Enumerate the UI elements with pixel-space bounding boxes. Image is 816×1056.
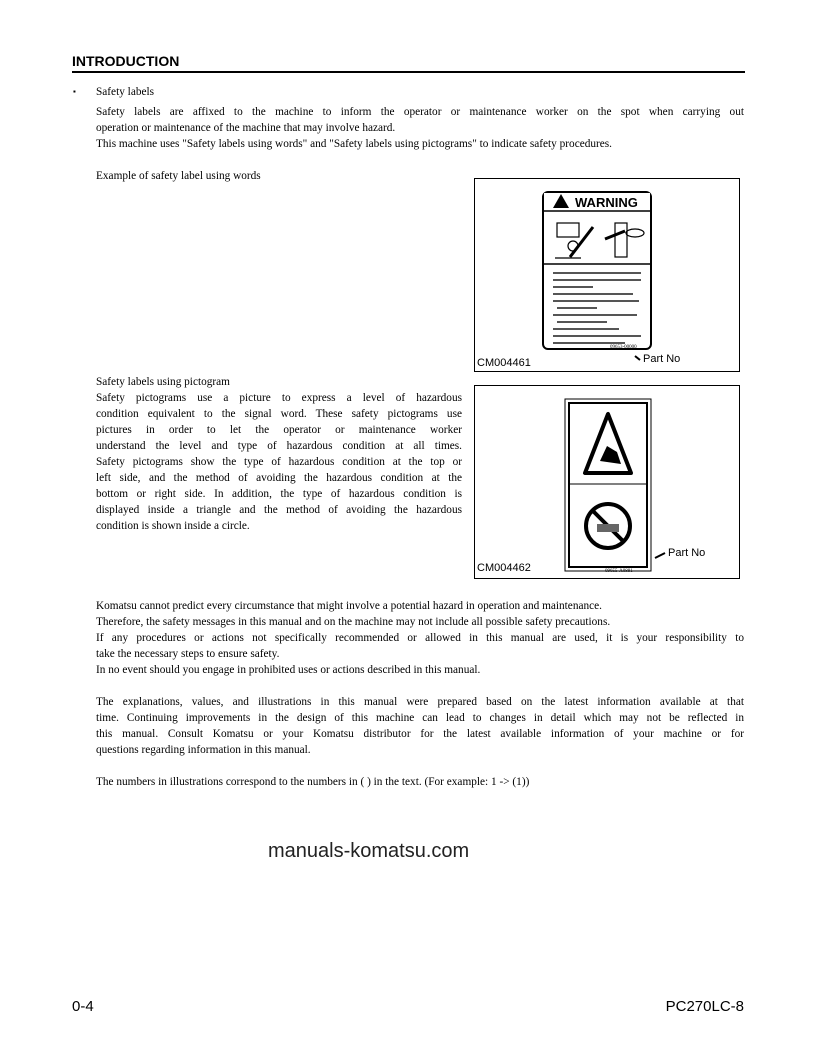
section-title: INTRODUCTION [72,53,180,69]
figure-word-label [474,178,740,372]
text-line: understand the level and type of hazardous condition at all times. [96,440,462,452]
text-line: Safety pictograms use a picture to express a level of hazardous [96,392,462,404]
figure-id: CM004462 [477,562,531,574]
text-line: In no event should you engage in prohibited uses or actions described in this manual. [96,664,481,676]
text-line: questions regarding information in this manual. [96,744,311,756]
header-rule [72,71,745,73]
safety-labels-heading: Safety labels [96,86,155,98]
text-line: Safety labels using pictogram [96,376,230,388]
text-line: condition equivalent to the signal word. These safety pictograms use [96,408,462,420]
part-no-label: Part No [668,547,706,559]
figure-pictogram-label [474,385,740,579]
watermark: manuals-komatsu.com [268,840,470,862]
text-line: pictures in order to let the operator or maintenance worker [96,424,462,436]
model-number: PC270LC-8 [665,998,744,1015]
numbering-note: The numbers in illustrations correspond to the numbers in ( ) in the text. (For example: 1 -> (1)) [96,776,530,788]
text-line: Safety labels are affixed to the machine to inform the operator or maintenance worker on the spot when carrying out [96,106,744,118]
text-line: left side, and the method of avoiding the hazardous condition at the [96,472,462,484]
text-line: If any procedures or actions not specifically recommended or allowed in this manual are used, it is your responsibility to [96,632,744,644]
part-no-arrow-icon [635,356,640,360]
label-number: 09655-A0881 [605,569,633,574]
text-line: Komatsu cannot predict every circumstance that might involve a potential hazard in operation and maintenance. [96,600,602,612]
part-no-label: Part No [643,353,681,365]
text-line: take the necessary steps to ensure safety. [96,648,280,660]
text-line: The explanations, values, and illustrations in this manual were prepared based on the latest information available at that [96,696,744,708]
text-line: displayed inside a triangle and the method of avoiding the hazardous [96,504,462,516]
text-line: this manual. Consult Komatsu or your Komatsu distributor for the latest available information of your machine or for [96,728,744,740]
warning-word: WARNING [575,195,638,210]
text-line: operation or maintenance of the machine that may involve hazard. [96,122,396,134]
text-line: condition is shown inside a circle. [96,520,250,532]
text-line: time. Continuing improvements in the design of this machine can lead to changes in detail which may not be reflected in [96,712,744,724]
part-no-arrow-icon [655,553,665,558]
figure-id: CM004461 [477,357,531,369]
text-line: Safety pictograms show the type of hazardous condition at the top or [96,456,462,468]
bullet-icon: ▪ [73,87,76,96]
text-line: bottom or right side. In addition, the type of hazardous condition is [96,488,462,500]
page-number: 0-4 [72,998,94,1015]
text-line: Therefore, the safety messages in this manual and on the machine may not include all possible safety precautions. [96,616,611,628]
label-number: 09653-00000 [610,345,637,350]
text-line: This machine uses "Safety labels using words" and "Safety labels using pictograms" to indicate safety procedures. [96,138,613,150]
warning-label-illustration [475,179,739,371]
example-caption: Example of safety label using words [96,170,261,182]
